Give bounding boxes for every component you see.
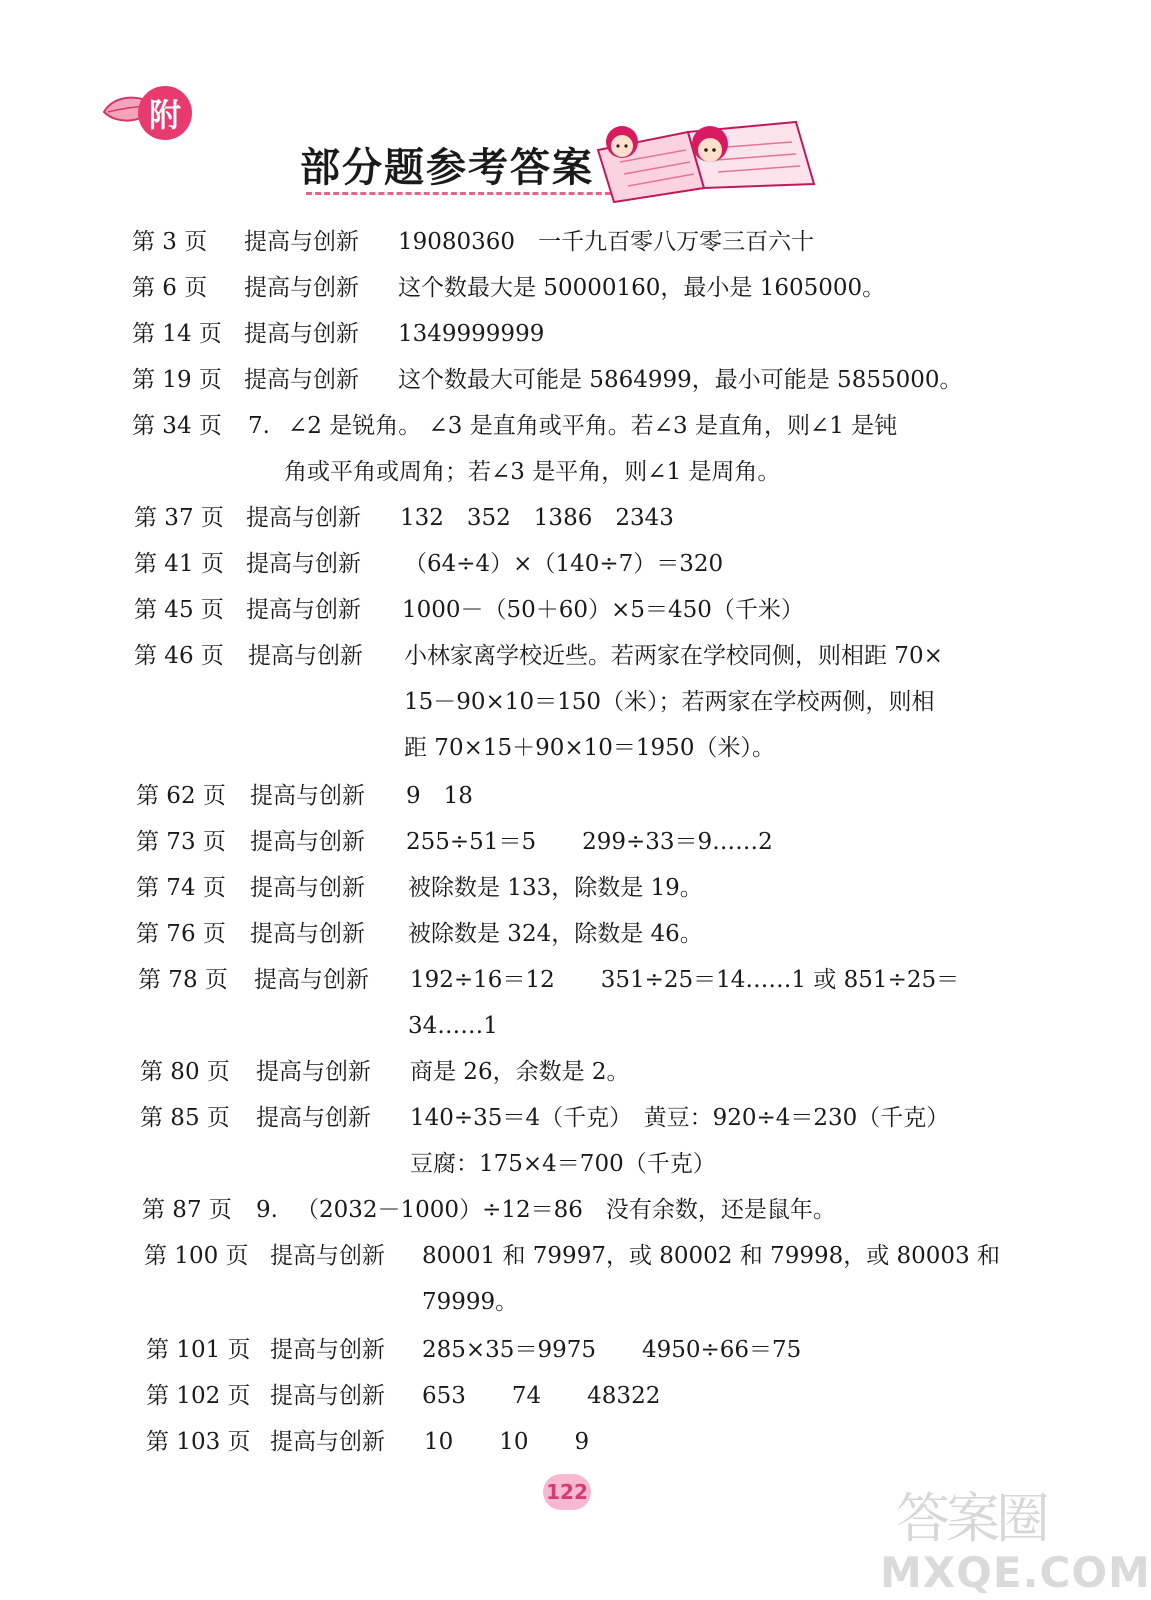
section-label: 提高与创新	[256, 1105, 371, 1131]
section-label: 提高与创新	[270, 1429, 385, 1455]
answer-text: 285×35＝9975 4950÷66＝75	[422, 1337, 802, 1363]
page-ref: 第 85 页	[140, 1105, 230, 1131]
answer-text: 1000－（50＋60）×5＝450（千米）	[402, 597, 804, 623]
page-ref: 第 80 页	[140, 1059, 230, 1085]
section-label: 提高与创新	[246, 505, 361, 531]
page-ref: 第 14 页	[132, 321, 222, 347]
section-label: 9.	[256, 1197, 278, 1223]
answer-text: 1349999999	[398, 321, 545, 347]
page-ref: 第 74 页	[136, 875, 226, 901]
page-ref: 第 37 页	[134, 505, 224, 531]
watermark-logo-text: 答案圈	[896, 1487, 1046, 1550]
section-label: 提高与创新	[246, 597, 361, 623]
page-ref: 第 3 页	[132, 229, 208, 255]
section-label: 提高与创新	[250, 783, 365, 809]
page-ref: 第 87 页	[142, 1197, 232, 1223]
answer-text: 这个数最大是 50000160，最小是 1605000。	[398, 275, 886, 301]
section-label: 提高与创新	[246, 551, 361, 577]
page-ref: 第 6 页	[132, 275, 208, 301]
answer-continuation: 15－90×10＝150（米）；若两家在学校两侧，则相	[404, 689, 935, 715]
page-ref: 第 100 页	[144, 1243, 249, 1269]
page-title: 部分题参考答案	[300, 144, 594, 191]
section-label: 提高与创新	[244, 367, 359, 393]
header	[0, 0, 1082, 210]
answer-text: （2032－1000）÷12＝86 没有余数，还是鼠年。	[296, 1197, 836, 1223]
page-ref: 第 102 页	[146, 1383, 251, 1409]
answer-text: 被除数是 133，除数是 19。	[408, 875, 703, 901]
page-ref: 第 34 页	[132, 413, 222, 439]
answer-text: 140÷35＝4（千克） 黄豆：920÷4＝230（千克）	[410, 1105, 950, 1131]
section-label: 提高与创新	[270, 1383, 385, 1409]
section-label: 提高与创新	[250, 921, 365, 947]
section-label: 提高与创新	[244, 229, 359, 255]
answer-text: 255÷51＝5 299÷33＝9……2	[406, 829, 773, 855]
answer-text: 小林家离学校近些。若两家在学校同侧，则相距 70×	[404, 643, 943, 669]
section-label: 7.	[248, 413, 270, 439]
page-ref: 第 19 页	[132, 367, 222, 393]
page-ref: 第 103 页	[146, 1429, 251, 1455]
answer-continuation: 距 70×15＋90×10＝1950（米）。	[404, 735, 775, 761]
page-ref: 第 101 页	[146, 1337, 251, 1363]
section-label: 提高与创新	[244, 321, 359, 347]
page-ref: 第 45 页	[134, 597, 224, 623]
answer-text: 19080360 一千九百零八万零三百六十	[398, 229, 815, 255]
section-label: 提高与创新	[270, 1243, 385, 1269]
appendix-badge	[102, 84, 194, 144]
answer-text: （64÷4）×（140÷7）＝320	[404, 551, 724, 577]
section-label: 提高与创新	[254, 967, 369, 993]
answer-text: 653 74 48322	[422, 1383, 661, 1409]
answer-text: 192÷16＝12 351÷25＝14……1 或 851÷25＝	[410, 967, 960, 993]
book-illustration	[592, 110, 820, 202]
answer-text: 9 18	[406, 783, 473, 809]
section-label: 提高与创新	[250, 829, 365, 855]
watermark	[880, 1476, 1151, 1600]
answer-continuation: 34……1	[408, 1013, 498, 1039]
answer-continuation: 豆腐：175×4＝700（千克）	[410, 1151, 716, 1177]
page-number: 122	[543, 1474, 591, 1510]
answer-text: ∠2 是锐角。 ∠3 是直角或平角。若∠3 是直角，则∠1 是钝	[288, 413, 898, 439]
section-label: 提高与创新	[244, 275, 359, 301]
section-label: 提高与创新	[250, 875, 365, 901]
title-underline	[306, 192, 638, 195]
page-ref: 第 62 页	[136, 783, 226, 809]
page-ref: 第 78 页	[138, 967, 228, 993]
badge-label: 附	[138, 86, 192, 140]
section-label: 提高与创新	[248, 643, 363, 669]
answer-text: 132 352 1386 2343	[400, 505, 674, 531]
page-ref: 第 73 页	[136, 829, 226, 855]
answer-text: 80001 和 79997，或 80002 和 79998，或 80003 和	[422, 1243, 1001, 1269]
answer-text: 10 10 9	[424, 1429, 590, 1455]
answer-continuation: 角或平角或周角；若∠3 是平角，则∠1 是周角。	[284, 459, 781, 485]
section-label: 提高与创新	[256, 1059, 371, 1085]
answer-text: 被除数是 324，除数是 46。	[408, 921, 703, 947]
page-ref: 第 46 页	[134, 643, 224, 669]
page-ref: 第 41 页	[134, 551, 224, 577]
answer-text: 商是 26，余数是 2。	[410, 1059, 630, 1085]
answer-text: 这个数最大可能是 5864999，最小可能是 5855000。	[398, 367, 963, 393]
page-ref: 第 76 页	[136, 921, 226, 947]
watermark-site-text: MXQE.COM	[880, 1548, 1151, 1597]
answer-continuation: 79999。	[422, 1289, 519, 1315]
section-label: 提高与创新	[270, 1337, 385, 1363]
